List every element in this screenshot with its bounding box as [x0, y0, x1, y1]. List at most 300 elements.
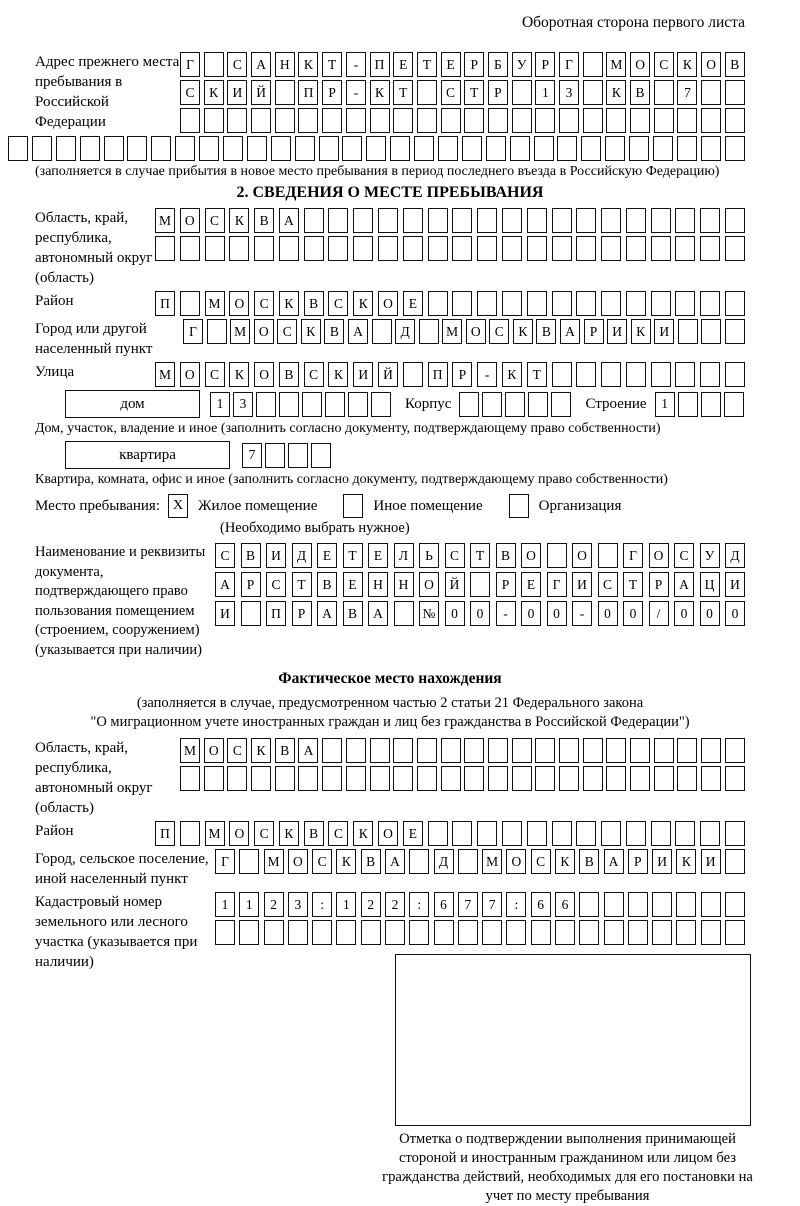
char-cell[interactable] [725, 849, 745, 874]
char-cell[interactable]: В [324, 319, 344, 344]
char-cell[interactable] [279, 392, 299, 417]
char-cell[interactable] [390, 136, 410, 161]
char-cell[interactable]: И [215, 601, 235, 626]
char-cell[interactable]: В [279, 362, 299, 387]
char-cell[interactable] [251, 766, 271, 791]
char-cell[interactable] [701, 319, 721, 344]
char-cell[interactable]: 1 [655, 392, 675, 417]
char-cell[interactable]: С [445, 543, 465, 568]
char-cell[interactable]: 1 [239, 892, 259, 917]
char-cell[interactable] [325, 392, 345, 417]
char-cell[interactable]: О [229, 291, 249, 316]
char-cell[interactable] [626, 236, 646, 261]
char-cell[interactable]: С [215, 543, 235, 568]
char-cell[interactable] [506, 920, 526, 945]
char-cell[interactable] [552, 291, 572, 316]
char-cell[interactable] [651, 821, 671, 846]
char-cell[interactable] [104, 136, 124, 161]
char-cell[interactable]: М [230, 319, 250, 344]
char-cell[interactable] [583, 80, 603, 105]
char-cell[interactable] [527, 291, 547, 316]
char-cell[interactable]: О [204, 738, 224, 763]
char-cell[interactable] [353, 208, 373, 233]
char-cell[interactable] [393, 738, 413, 763]
char-cell[interactable] [385, 920, 405, 945]
char-cell[interactable]: В [361, 849, 381, 874]
char-cell[interactable] [458, 920, 478, 945]
char-cell[interactable]: С [227, 738, 247, 763]
char-cell[interactable] [724, 392, 744, 417]
kvartira-field-box[interactable]: квартира [65, 441, 230, 469]
char-cell[interactable] [275, 108, 295, 133]
char-cell[interactable] [678, 392, 698, 417]
char-cell[interactable] [551, 392, 571, 417]
char-cell[interactable] [701, 108, 721, 133]
char-cell[interactable]: М [180, 738, 200, 763]
char-cell[interactable] [581, 136, 601, 161]
char-cell[interactable] [552, 236, 572, 261]
char-cell[interactable]: 7 [677, 80, 697, 105]
char-cell[interactable]: 3 [559, 80, 579, 105]
char-cell[interactable] [346, 738, 366, 763]
char-cell[interactable]: А [348, 319, 368, 344]
char-cell[interactable] [275, 766, 295, 791]
char-cell[interactable] [458, 849, 478, 874]
char-cell[interactable] [527, 208, 547, 233]
char-cell[interactable]: К [229, 208, 249, 233]
char-cell[interactable] [346, 766, 366, 791]
char-cell[interactable] [502, 291, 522, 316]
char-cell[interactable] [725, 766, 745, 791]
char-cell[interactable] [204, 766, 224, 791]
char-cell[interactable] [535, 738, 555, 763]
char-cell[interactable]: К [229, 362, 249, 387]
char-cell[interactable] [527, 821, 547, 846]
char-cell[interactable] [505, 392, 525, 417]
char-cell[interactable] [552, 362, 572, 387]
char-cell[interactable] [311, 443, 331, 468]
char-cell[interactable] [298, 766, 318, 791]
char-cell[interactable] [552, 821, 572, 846]
char-cell[interactable]: А [560, 319, 580, 344]
char-cell[interactable] [256, 392, 276, 417]
char-cell[interactable] [626, 208, 646, 233]
char-cell[interactable] [579, 920, 599, 945]
char-cell[interactable] [298, 108, 318, 133]
char-cell[interactable] [348, 392, 368, 417]
char-cell[interactable]: Й [378, 362, 398, 387]
char-cell[interactable] [576, 291, 596, 316]
char-cell[interactable] [428, 236, 448, 261]
char-cell[interactable] [409, 849, 429, 874]
char-cell[interactable]: О [521, 543, 541, 568]
char-cell[interactable]: Т [292, 572, 312, 597]
char-cell[interactable] [207, 319, 227, 344]
char-cell[interactable] [393, 766, 413, 791]
char-cell[interactable]: О [630, 52, 650, 77]
char-cell[interactable] [322, 108, 342, 133]
char-cell[interactable]: В [304, 821, 324, 846]
char-cell[interactable]: 6 [555, 892, 575, 917]
char-cell[interactable]: Т [464, 80, 484, 105]
char-cell[interactable]: С [328, 821, 348, 846]
char-cell[interactable]: Г [559, 52, 579, 77]
char-cell[interactable] [204, 52, 224, 77]
char-cell[interactable] [419, 319, 439, 344]
char-cell[interactable] [434, 920, 454, 945]
char-cell[interactable] [512, 766, 532, 791]
char-cell[interactable]: П [428, 362, 448, 387]
char-cell[interactable] [452, 291, 472, 316]
char-cell[interactable]: Т [343, 543, 363, 568]
char-cell[interactable] [403, 236, 423, 261]
char-cell[interactable]: К [336, 849, 356, 874]
char-cell[interactable] [229, 236, 249, 261]
char-cell[interactable] [393, 108, 413, 133]
char-cell[interactable] [428, 291, 448, 316]
char-cell[interactable] [629, 136, 649, 161]
char-cell[interactable]: С [227, 52, 247, 77]
char-cell[interactable] [271, 136, 291, 161]
char-cell[interactable]: А [604, 849, 624, 874]
char-cell[interactable] [328, 208, 348, 233]
char-cell[interactable] [651, 208, 671, 233]
char-cell[interactable]: С [266, 572, 286, 597]
char-cell[interactable]: К [204, 80, 224, 105]
char-cell[interactable]: 0 [674, 601, 694, 626]
char-cell[interactable]: № [419, 601, 439, 626]
char-cell[interactable] [80, 136, 100, 161]
char-cell[interactable]: К [606, 80, 626, 105]
char-cell[interactable]: Р [464, 52, 484, 77]
char-cell[interactable]: К [328, 362, 348, 387]
char-cell[interactable]: С [205, 362, 225, 387]
char-cell[interactable]: Н [275, 52, 295, 77]
char-cell[interactable]: К [513, 319, 533, 344]
char-cell[interactable]: 0 [700, 601, 720, 626]
char-cell[interactable] [288, 443, 308, 468]
char-cell[interactable] [601, 208, 621, 233]
char-cell[interactable] [370, 108, 390, 133]
char-cell[interactable] [701, 80, 721, 105]
char-cell[interactable] [512, 108, 532, 133]
char-cell[interactable] [215, 920, 235, 945]
char-cell[interactable]: 7 [482, 892, 502, 917]
char-cell[interactable]: В [317, 572, 337, 597]
char-cell[interactable] [583, 766, 603, 791]
char-cell[interactable]: : [506, 892, 526, 917]
char-cell[interactable]: И [701, 849, 721, 874]
char-cell[interactable]: Н [368, 572, 388, 597]
char-cell[interactable] [205, 236, 225, 261]
char-cell[interactable]: Й [445, 572, 465, 597]
char-cell[interactable]: С [654, 52, 674, 77]
char-cell[interactable] [725, 738, 745, 763]
char-cell[interactable]: 2 [385, 892, 405, 917]
char-cell[interactable]: Д [395, 319, 415, 344]
char-cell[interactable] [488, 738, 508, 763]
char-cell[interactable] [654, 766, 674, 791]
char-cell[interactable]: С [328, 291, 348, 316]
char-cell[interactable]: О [572, 543, 592, 568]
char-cell[interactable]: И [654, 319, 674, 344]
char-cell[interactable] [725, 920, 745, 945]
char-cell[interactable]: С [674, 543, 694, 568]
char-cell[interactable] [477, 236, 497, 261]
char-cell[interactable] [601, 362, 621, 387]
char-cell[interactable]: О [254, 362, 274, 387]
char-cell[interactable]: А [674, 572, 694, 597]
char-cell[interactable] [651, 236, 671, 261]
char-cell[interactable]: П [266, 601, 286, 626]
char-cell[interactable] [370, 766, 390, 791]
char-cell[interactable] [653, 136, 673, 161]
char-cell[interactable]: 0 [445, 601, 465, 626]
char-cell[interactable] [675, 236, 695, 261]
char-cell[interactable]: 0 [623, 601, 643, 626]
char-cell[interactable] [675, 291, 695, 316]
char-cell[interactable]: М [205, 821, 225, 846]
char-cell[interactable]: Л [394, 543, 414, 568]
char-cell[interactable] [239, 849, 259, 874]
char-cell[interactable]: М [155, 208, 175, 233]
char-cell[interactable] [462, 136, 482, 161]
char-cell[interactable]: О [701, 52, 721, 77]
char-cell[interactable] [302, 392, 322, 417]
char-cell[interactable] [438, 136, 458, 161]
char-cell[interactable]: Д [292, 543, 312, 568]
char-cell[interactable] [304, 236, 324, 261]
char-cell[interactable]: О [649, 543, 669, 568]
char-cell[interactable] [353, 236, 373, 261]
char-cell[interactable]: К [298, 52, 318, 77]
char-cell[interactable]: 0 [470, 601, 490, 626]
char-cell[interactable] [559, 766, 579, 791]
char-cell[interactable] [180, 766, 200, 791]
char-cell[interactable] [342, 136, 362, 161]
char-cell[interactable]: И [652, 849, 672, 874]
char-cell[interactable] [417, 738, 437, 763]
char-cell[interactable] [583, 52, 603, 77]
char-cell[interactable] [247, 136, 267, 161]
char-cell[interactable]: / [649, 601, 669, 626]
char-cell[interactable] [452, 821, 472, 846]
char-cell[interactable]: И [607, 319, 627, 344]
char-cell[interactable]: Г [215, 849, 235, 874]
char-cell[interactable]: С [254, 821, 274, 846]
char-cell[interactable] [227, 108, 247, 133]
char-cell[interactable] [677, 738, 697, 763]
char-cell[interactable]: О [229, 821, 249, 846]
char-cell[interactable] [403, 208, 423, 233]
char-cell[interactable] [127, 136, 147, 161]
char-cell[interactable]: 6 [531, 892, 551, 917]
char-cell[interactable]: Р [496, 572, 516, 597]
char-cell[interactable] [227, 766, 247, 791]
char-cell[interactable]: С [277, 319, 297, 344]
char-cell[interactable]: К [353, 291, 373, 316]
char-cell[interactable] [414, 136, 434, 161]
char-cell[interactable]: К [279, 821, 299, 846]
char-cell[interactable] [241, 601, 261, 626]
char-cell[interactable]: М [205, 291, 225, 316]
char-cell[interactable] [151, 136, 171, 161]
char-cell[interactable]: О [180, 362, 200, 387]
char-cell[interactable]: Е [521, 572, 541, 597]
char-cell[interactable] [288, 920, 308, 945]
char-cell[interactable]: Е [393, 52, 413, 77]
char-cell[interactable] [223, 136, 243, 161]
char-cell[interactable]: У [700, 543, 720, 568]
char-cell[interactable] [678, 319, 698, 344]
char-cell[interactable] [700, 362, 720, 387]
char-cell[interactable] [394, 601, 414, 626]
char-cell[interactable] [583, 738, 603, 763]
char-cell[interactable] [725, 892, 745, 917]
char-cell[interactable] [346, 108, 366, 133]
char-cell[interactable] [175, 136, 195, 161]
char-cell[interactable] [361, 920, 381, 945]
char-cell[interactable]: К [370, 80, 390, 105]
char-cell[interactable]: 1 [535, 80, 555, 105]
char-cell[interactable] [652, 892, 672, 917]
char-cell[interactable]: Е [317, 543, 337, 568]
char-cell[interactable] [559, 108, 579, 133]
char-cell[interactable] [652, 920, 672, 945]
char-cell[interactable]: В [630, 80, 650, 105]
char-cell[interactable] [700, 291, 720, 316]
char-cell[interactable]: О [180, 208, 200, 233]
char-cell[interactable]: А [279, 208, 299, 233]
checkbox-organizatsiya[interactable] [509, 494, 529, 518]
char-cell[interactable] [275, 80, 295, 105]
char-cell[interactable] [725, 136, 745, 161]
char-cell[interactable] [701, 136, 721, 161]
char-cell[interactable]: Е [343, 572, 363, 597]
char-cell[interactable]: С [304, 362, 324, 387]
char-cell[interactable]: К [251, 738, 271, 763]
char-cell[interactable]: Т [322, 52, 342, 77]
char-cell[interactable]: О [419, 572, 439, 597]
char-cell[interactable] [606, 766, 626, 791]
char-cell[interactable] [559, 738, 579, 763]
char-cell[interactable]: Н [394, 572, 414, 597]
char-cell[interactable]: Г [180, 52, 200, 77]
char-cell[interactable] [701, 920, 721, 945]
char-cell[interactable]: 1 [336, 892, 356, 917]
char-cell[interactable]: А [317, 601, 337, 626]
char-cell[interactable] [700, 208, 720, 233]
char-cell[interactable] [199, 136, 219, 161]
char-cell[interactable] [605, 136, 625, 161]
char-cell[interactable] [378, 236, 398, 261]
char-cell[interactable] [482, 920, 502, 945]
char-cell[interactable]: Ц [700, 572, 720, 597]
char-cell[interactable] [486, 136, 506, 161]
char-cell[interactable]: - [477, 362, 497, 387]
char-cell[interactable] [512, 80, 532, 105]
char-cell[interactable]: Г [183, 319, 203, 344]
char-cell[interactable]: К [502, 362, 522, 387]
char-cell[interactable] [725, 821, 745, 846]
char-cell[interactable] [180, 108, 200, 133]
char-cell[interactable] [651, 291, 671, 316]
char-cell[interactable] [452, 208, 472, 233]
char-cell[interactable] [470, 572, 490, 597]
char-cell[interactable] [328, 236, 348, 261]
char-cell[interactable]: К [279, 291, 299, 316]
char-cell[interactable] [555, 920, 575, 945]
char-cell[interactable]: В [725, 52, 745, 77]
char-cell[interactable] [319, 136, 339, 161]
char-cell[interactable] [417, 108, 437, 133]
char-cell[interactable]: Д [725, 543, 745, 568]
char-cell[interactable]: С [254, 291, 274, 316]
char-cell[interactable] [512, 738, 532, 763]
char-cell[interactable]: К [555, 849, 575, 874]
char-cell[interactable]: С [598, 572, 618, 597]
char-cell[interactable] [628, 892, 648, 917]
char-cell[interactable] [322, 766, 342, 791]
char-cell[interactable] [312, 920, 332, 945]
char-cell[interactable] [654, 108, 674, 133]
char-cell[interactable]: С [489, 319, 509, 344]
char-cell[interactable] [675, 208, 695, 233]
char-cell[interactable]: А [368, 601, 388, 626]
char-cell[interactable]: Е [441, 52, 461, 77]
char-cell[interactable]: 0 [521, 601, 541, 626]
char-cell[interactable]: А [298, 738, 318, 763]
char-cell[interactable] [502, 821, 522, 846]
char-cell[interactable] [630, 766, 650, 791]
char-cell[interactable]: Е [368, 543, 388, 568]
char-cell[interactable] [576, 362, 596, 387]
char-cell[interactable] [583, 108, 603, 133]
char-cell[interactable] [677, 766, 697, 791]
char-cell[interactable] [370, 738, 390, 763]
char-cell[interactable]: И [572, 572, 592, 597]
char-cell[interactable] [725, 236, 745, 261]
char-cell[interactable] [239, 920, 259, 945]
char-cell[interactable] [372, 319, 392, 344]
char-cell[interactable]: О [254, 319, 274, 344]
char-cell[interactable]: В [579, 849, 599, 874]
char-cell[interactable]: К [631, 319, 651, 344]
char-cell[interactable] [725, 108, 745, 133]
char-cell[interactable]: 3 [288, 892, 308, 917]
char-cell[interactable]: М [264, 849, 284, 874]
char-cell[interactable]: - [572, 601, 592, 626]
char-cell[interactable] [452, 236, 472, 261]
char-cell[interactable]: В [343, 601, 363, 626]
char-cell[interactable]: Р [488, 80, 508, 105]
char-cell[interactable] [628, 920, 648, 945]
char-cell[interactable] [579, 892, 599, 917]
char-cell[interactable] [725, 291, 745, 316]
char-cell[interactable] [477, 291, 497, 316]
char-cell[interactable] [700, 236, 720, 261]
char-cell[interactable] [675, 362, 695, 387]
char-cell[interactable]: Р [628, 849, 648, 874]
char-cell[interactable]: К [677, 52, 697, 77]
char-cell[interactable] [322, 738, 342, 763]
char-cell[interactable] [576, 236, 596, 261]
char-cell[interactable] [279, 236, 299, 261]
char-cell[interactable]: 6 [434, 892, 454, 917]
char-cell[interactable]: А [385, 849, 405, 874]
char-cell[interactable] [654, 738, 674, 763]
char-cell[interactable]: Р [535, 52, 555, 77]
